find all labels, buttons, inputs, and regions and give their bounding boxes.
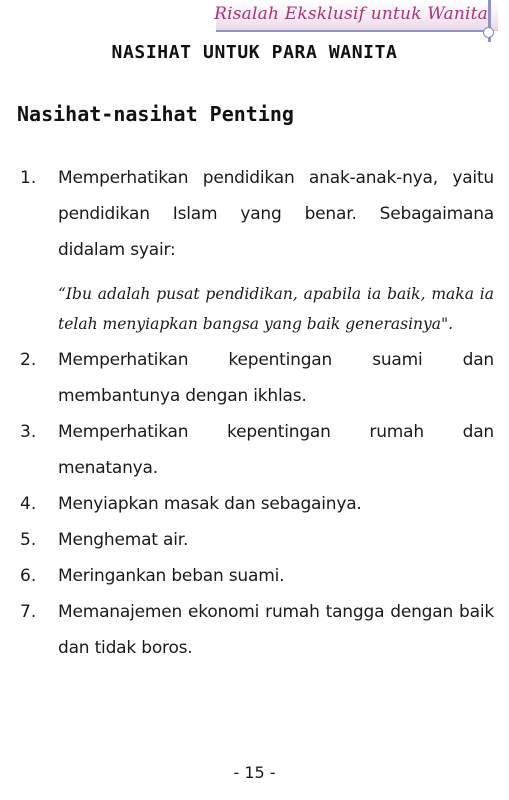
header-divider-line	[216, 30, 490, 32]
list-item	[0, 486, 509, 522]
list-item	[0, 594, 509, 666]
section-heading: Nasihat-nasihat Penting	[17, 102, 294, 126]
list-item	[0, 522, 509, 558]
list-item-text: Memperhatikan kepentingan suami dan membantunya dengan ikhlas.	[58, 350, 494, 406]
list-item-text: Meringankan beban suami.	[58, 566, 285, 586]
list-item-number: 4.	[20, 494, 37, 514]
list-item	[0, 160, 509, 339]
header-ornament-dot	[483, 27, 494, 38]
list-item-number: 2.	[20, 350, 37, 370]
list-item-number: 3.	[20, 422, 37, 442]
list-item-text: Memperhatikan pendidikan anak-anak-nya, yaitu pendidikan Islam yang benar. Sebagaimana didalam syair:	[58, 168, 494, 260]
list-item-text: Memanajemen ekonomi rumah tangga dengan baik dan tidak boros.	[58, 602, 494, 658]
list-item	[0, 342, 509, 414]
list-item-number: 6.	[20, 566, 37, 586]
list-item	[0, 414, 509, 486]
list-item-number: 7.	[20, 602, 37, 622]
list-item-text: Menghemat air.	[58, 530, 189, 550]
advice-list	[0, 160, 509, 666]
list-item-number: 1.	[20, 168, 37, 188]
list-item-number: 5.	[20, 530, 37, 550]
quote-block: “Ibu adalah pusat pendidikan, apabila ia baik, maka ia telah menyiapkan bangsa yang baik generasinya".	[58, 285, 494, 333]
header-banner-text: Risalah Eksklusif untuk Wanita	[214, 4, 488, 24]
page-title: NASIHAT UNTUK PARA WANITA	[111, 42, 398, 63]
page-number: - 15 -	[233, 763, 276, 782]
list-item-text: Menyiapkan masak dan sebagainya.	[58, 494, 362, 514]
header-banner	[216, 0, 498, 31]
list-item-text: Memperhatikan kepentingan rumah dan menatanya.	[58, 422, 494, 478]
list-item	[0, 558, 509, 594]
